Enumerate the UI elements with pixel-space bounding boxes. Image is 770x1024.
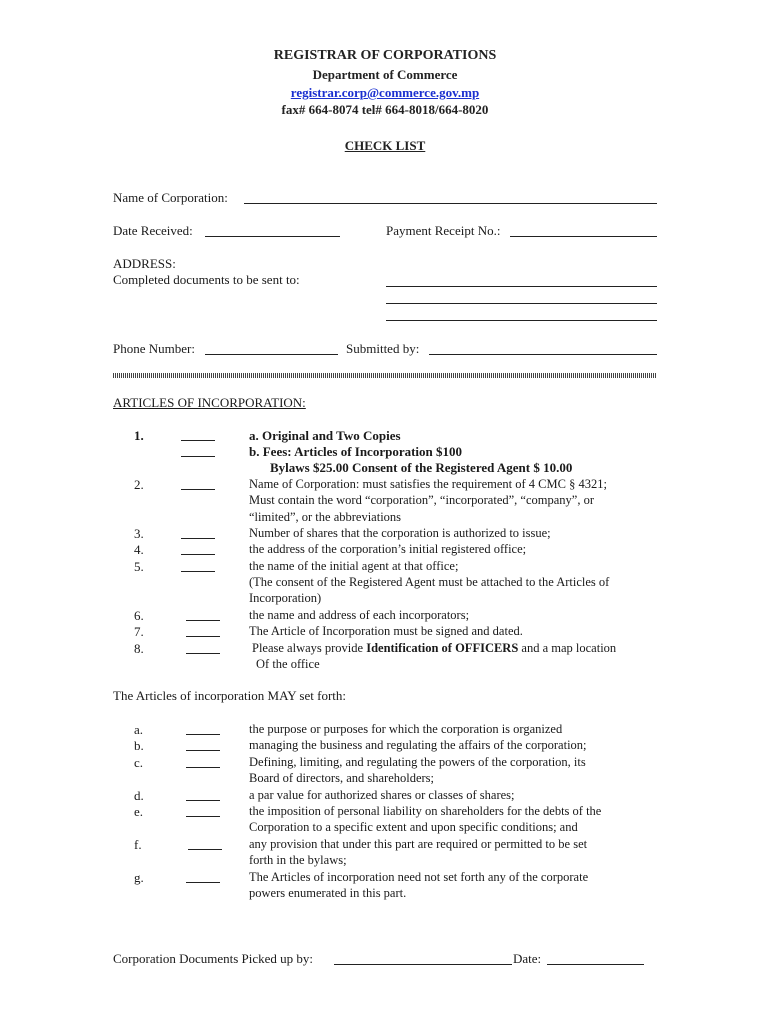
may-g-text-2: powers enumerated in this part. (249, 886, 407, 900)
payment-receipt-label: Payment Receipt No.: (386, 223, 501, 238)
department-name: Department of Commerce (312, 67, 458, 82)
submitted-by-label: Submitted by: (346, 341, 420, 356)
item-4-number: 4. (134, 542, 144, 557)
item-7-number: 7. (134, 624, 144, 639)
address-field-line-2[interactable] (386, 303, 657, 304)
picked-up-by-field[interactable] (334, 964, 512, 965)
may-c-check[interactable] (186, 755, 220, 773)
may-c-text-2: Board of directors, and shareholders; (249, 771, 435, 785)
item-3-number: 3. (134, 526, 144, 541)
item-5-text-2: (The consent of the Registered Agent must be attached to the Articles of (249, 575, 610, 589)
may-e-letter: e. (134, 804, 144, 819)
item-5-number: 5. (134, 559, 144, 574)
may-c-letter: c. (134, 755, 144, 770)
footer-date-label: Date: (513, 951, 542, 966)
item-5-text-1: the name of the initial agent at that office; (249, 559, 459, 573)
address-field-line-3[interactable] (386, 320, 657, 321)
item-1b-text: b. Fees: Articles of Incorporation $100 (249, 444, 463, 459)
payment-receipt-field[interactable] (510, 236, 657, 237)
may-g-letter: g. (134, 870, 144, 885)
may-f-check[interactable] (188, 837, 222, 855)
item-1a-text: a. Original and Two Copies (249, 428, 401, 443)
may-g-check[interactable] (186, 870, 220, 888)
may-a-letter: a. (134, 722, 144, 737)
picked-up-by-label: Corporation Documents Picked up by: (113, 951, 314, 966)
item-5-text-3: Incorporation) (249, 591, 322, 605)
officers-id-emphasis: Identification of OFFICERS (366, 641, 519, 655)
item-8-text-1: Please always provide Identification of OFFICERS and a map location (252, 641, 617, 655)
may-g-text-1: The Articles of incorporation need not set forth any of the corporate (249, 870, 589, 884)
corporation-name-field[interactable] (244, 203, 657, 204)
item-2-text-3: “limited”, or the abbreviations (249, 510, 402, 524)
may-b-text: managing the business and regulating the affairs of the corporation; (249, 738, 587, 752)
item-8-check[interactable] (186, 641, 220, 659)
item-7-check[interactable] (186, 624, 220, 642)
item-4-check[interactable] (181, 542, 215, 560)
may-heading: The Articles of incorporation MAY set forth: (113, 688, 346, 703)
may-f-letter: f. (134, 837, 142, 852)
item-2-check[interactable] (181, 477, 215, 495)
may-b-check[interactable] (186, 738, 220, 756)
item-8-number: 8. (134, 641, 144, 656)
contact-numbers: fax# 664-8074 tel# 664-8018/664-8020 (281, 102, 489, 117)
email-link[interactable]: registrar.corp@commerce.gov.mp (290, 85, 480, 100)
item-7-text: The Article of Incorporation must be signed and dated. (249, 624, 523, 638)
articles-heading: ARTICLES OF INCORPORATION: (113, 395, 306, 410)
item-1b-check[interactable] (181, 444, 215, 462)
may-d-text: a par value for authorized shares or classes of shares; (249, 788, 515, 802)
address-sub-label: Completed documents to be sent to: (113, 272, 300, 287)
may-e-text-1: the imposition of personal liability on shareholders for the debts of the (249, 804, 602, 818)
may-f-text-2: forth in the bylaws; (249, 853, 347, 867)
phone-field[interactable] (205, 354, 338, 355)
item-8-text-2: Of the office (256, 657, 320, 671)
item-5-check[interactable] (181, 559, 215, 577)
address-label: ADDRESS: (113, 256, 176, 271)
may-f-text-1: any provision that under this part are required or permitted to be set (249, 837, 588, 851)
footer-date-field[interactable] (547, 964, 644, 965)
dotted-separator (113, 373, 657, 378)
item-1c-text: Bylaws $25.00 Consent of the Registered Agent $ 10.00 (270, 460, 573, 475)
item-4-text: the address of the corporation’s initial registered office; (249, 542, 527, 556)
may-e-check[interactable] (186, 804, 220, 822)
submitted-by-field[interactable] (429, 354, 657, 355)
may-c-text-1: Defining, limiting, and regulating the powers of the corporation, its (249, 755, 586, 769)
item-2-text-2: Must contain the word “corporation”, “incorporated”, “company”, or (249, 493, 595, 507)
corporation-name-label: Name of Corporation: (113, 190, 228, 205)
item-1-number: 1. (134, 428, 144, 443)
date-received-label: Date Received: (113, 223, 193, 238)
date-received-field[interactable] (205, 236, 340, 237)
phone-label: Phone Number: (113, 341, 195, 356)
address-field-line-1[interactable] (386, 286, 657, 287)
item-3-text: Number of shares that the corporation is authorized to issue; (249, 526, 551, 540)
item-6-text: the name and address of each incorporators; (249, 608, 470, 622)
may-e-text-2: Corporation to a specific extent and upon specific conditions; and (249, 820, 578, 834)
may-d-letter: d. (134, 788, 144, 803)
email-link-row (0, 85, 770, 101)
item-6-number: 6. (134, 608, 144, 623)
item-2-text-1: Name of Corporation: must satisfies the requirement of 4 CMC § 4321; (249, 477, 607, 491)
checklist-title: CHECK LIST (344, 138, 426, 153)
may-b-letter: b. (134, 738, 144, 753)
may-a-text: the purpose or purposes for which the corporation is organized (249, 722, 563, 736)
page-title: REGISTRAR OF CORPORATIONS (273, 48, 497, 63)
item-2-number: 2. (134, 477, 144, 492)
